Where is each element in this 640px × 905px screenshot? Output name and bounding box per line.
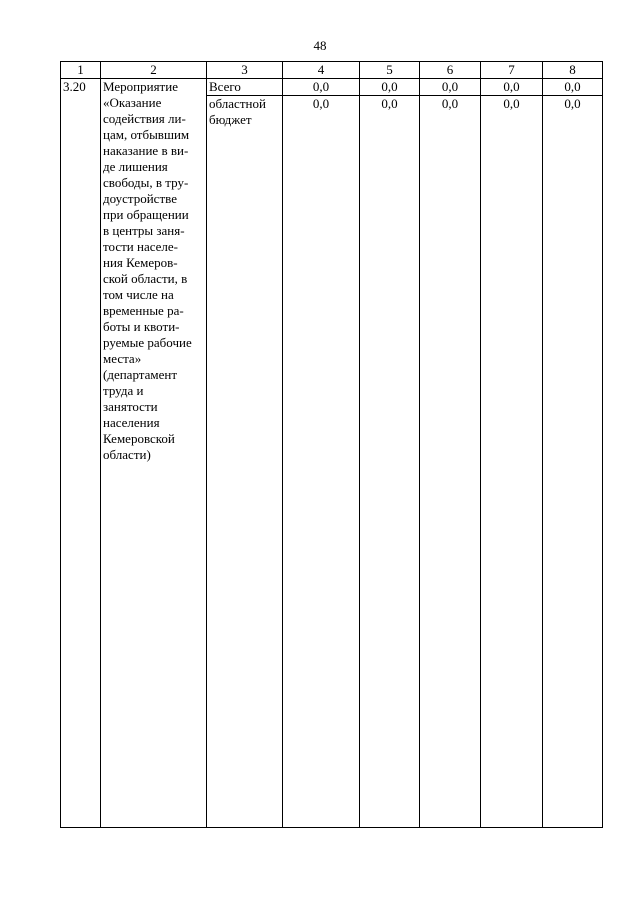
header-cell: 1 — [61, 62, 101, 79]
value-cell: 0,0 — [543, 79, 603, 96]
header-cell: 8 — [543, 62, 603, 79]
value-cell: 0,0 — [360, 96, 420, 828]
page-number: 48 — [313, 38, 327, 53]
value-cell: 0,0 — [543, 96, 603, 828]
header-row — [61, 62, 603, 79]
header-cell: 5 — [360, 62, 420, 79]
table-row — [61, 79, 603, 96]
header-cell: 6 — [420, 62, 481, 79]
funding-source: Всего — [207, 79, 283, 96]
header-cell: 2 — [101, 62, 207, 79]
header-cell: 3 — [207, 62, 283, 79]
header-cell: 4 — [283, 62, 360, 79]
value-cell: 0,0 — [481, 96, 543, 828]
value-cell: 0,0 — [283, 79, 360, 96]
value-cell: 0,0 — [283, 96, 360, 828]
value-cell: 0,0 — [481, 79, 543, 96]
row-id: 3.20 — [61, 79, 101, 828]
value-cell: 0,0 — [360, 79, 420, 96]
measure-description: Мероприятие «Оказание содействия ли- цам, отбывшим наказание в ви- де лишения свободы, в тру- доустройстве при обращении в центры заня- тости населе- ния Кемеров- ской области, в том числе на временные ра- боты и квоти- руемые рабочие места» (департамент труда и занятости населения Кемеровской области) — [101, 79, 207, 828]
funding-table — [60, 61, 603, 828]
funding-source: областной бюджет — [207, 96, 283, 828]
header-cell: 7 — [481, 62, 543, 79]
value-cell: 0,0 — [420, 96, 481, 828]
value-cell: 0,0 — [420, 79, 481, 96]
